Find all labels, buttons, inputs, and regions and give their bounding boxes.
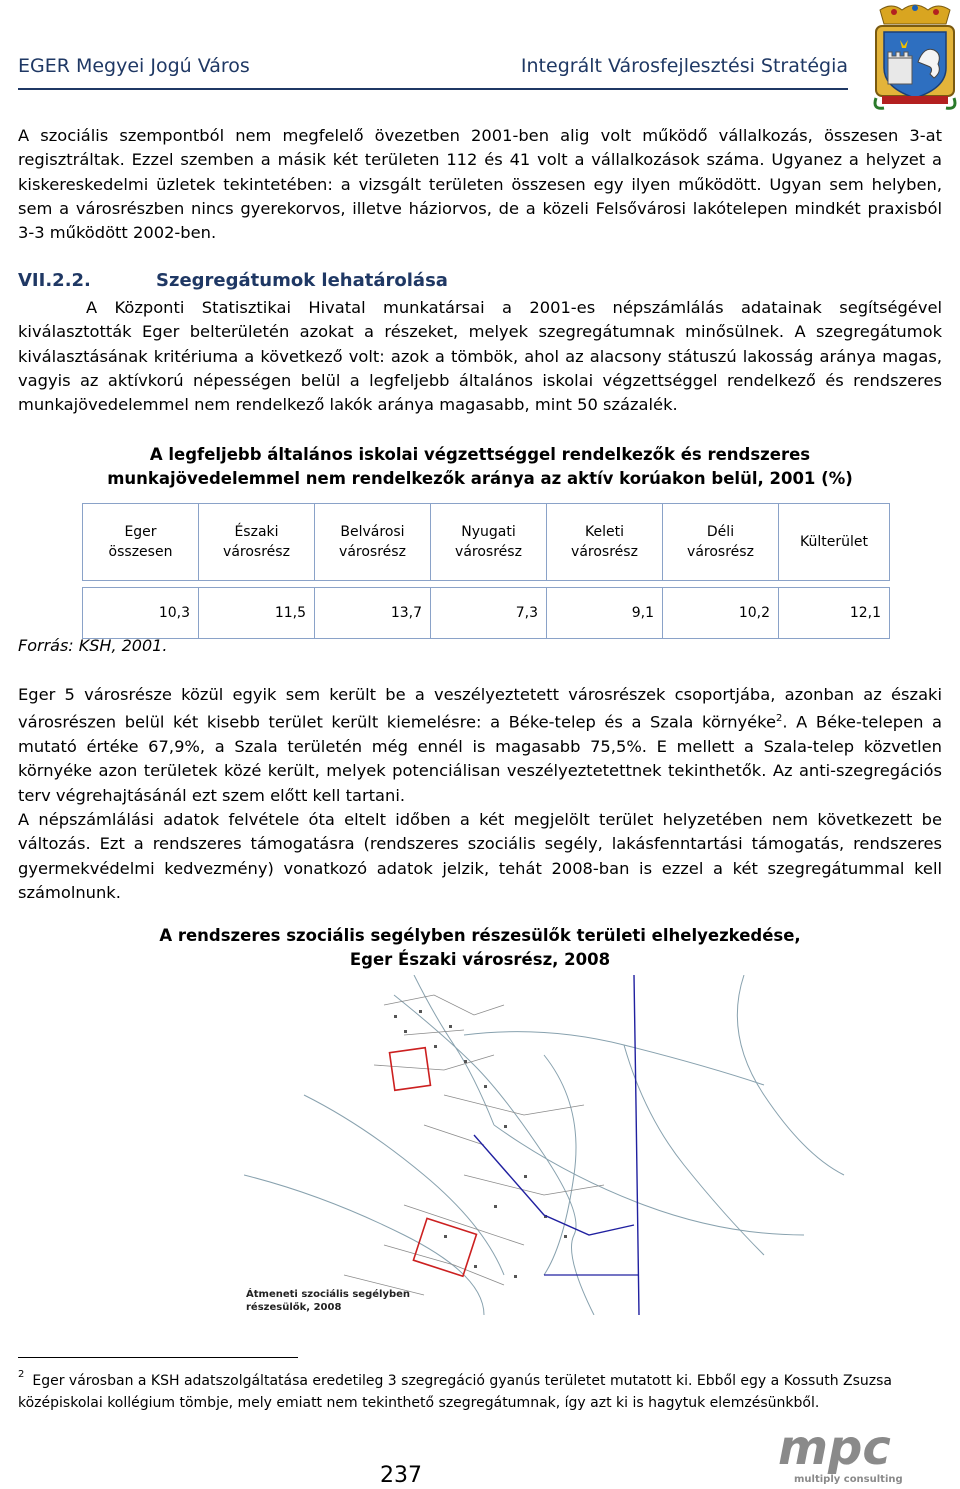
mpc-logo	[770, 1418, 920, 1488]
paragraph-text: A Központi Statisztikai Hivatal munkatársai a 2001-es népszámlálás adatainak segítségével kiválasztották Eger belterületén azokat a részeket, melyek szegregátumnak minősülnek. A szegregátumok kiválasztásának kritériuma a következő volt: azok a tömbök, ahol az alacsony státuszú lakosság aránya magas, vagyis az aktívkorú népességen belül a legfeljebb általános iskolai végzettséggel rendelkező és rendszeres munkajövedelemmel nem rendelkező lakók aránya magasabb, mint 50 százalék.	[18, 298, 942, 415]
paragraph-districts	[18, 683, 942, 905]
table-cell: 10,3	[83, 588, 199, 639]
table-cell: 13,7	[315, 588, 431, 639]
table-header-row	[83, 504, 890, 581]
table-title-line: munkajövedelemmel nem rendelkezők aránya az aktív korúakon belül, 2001 (%)	[107, 469, 853, 488]
footnote-ref: 2	[776, 713, 783, 725]
section-number: VII.2.2.	[18, 270, 91, 291]
header-city: EGER Megyei Jogú Város	[18, 55, 250, 77]
paragraph-businesses	[18, 124, 942, 245]
header-doc-title: Integrált Városfejlesztési Stratégia	[520, 55, 848, 77]
table-header-cell: Keleti városrész	[547, 504, 663, 581]
welfare-map	[244, 975, 944, 1315]
table-header-cell: Északi városrész	[199, 504, 315, 581]
table-header-cell: Belvárosi városrész	[315, 504, 431, 581]
map-title-line: Eger Északi városrész, 2008	[349, 950, 611, 969]
table-cell: 9,1	[547, 588, 663, 639]
map-legend-line: Átmeneti szociális segélyben	[246, 1289, 411, 1300]
paragraph-segregation-criteria	[18, 296, 942, 417]
page-number: 237	[380, 1463, 422, 1488]
svg-text:multiply consulting: multiply consulting	[794, 1474, 903, 1485]
district-ratio-table	[82, 503, 890, 639]
table-header-cell: Eger összesen	[83, 504, 199, 581]
table-row	[83, 588, 890, 639]
coat-of-arms-logo	[872, 2, 958, 114]
paragraph-text: A szociális szempontból nem megfelelő övezetben 2001-ben alig volt működő vállalkozás, összesen 3-at regisztráltak. Ezzel szemben a másik két területen 112 és 41 volt a vállalkozások száma. Ugyanez a helyzet a kiskereskedelmi üzletek tekintetében: a vizsgált területen összesen egy ilyen működött. Ugyan sem helyben, sem a városrészben nincs gyerekorvos, illetve háziorvos, de a közeli Felsővárosi lakótelepen mindkét praxisból 3-3 működött 2002-ben.	[18, 126, 942, 243]
header-rule	[18, 88, 848, 90]
map-title	[18, 924, 942, 972]
footnote	[18, 1370, 942, 1414]
table-cell: 12,1	[779, 588, 890, 639]
footnote-text: Eger városban a KSH adatszolgáltatása eredetileg 3 szegregáció gyanús területet mutatott ki. Ebből egy a Kossuth Zsuzsa középiskolai kollégium tömbje, mely emiatt nem tekinthető szegregátumnak, így azt ki is hagytuk elemzésünkből.	[18, 1373, 893, 1411]
section-title: Szegregátumok lehatárolása	[156, 270, 448, 291]
table-source: Forrás: KSH, 2001.	[18, 636, 168, 655]
svg-text:mpc: mpc	[778, 1420, 891, 1476]
table-header-cell: Nyugati városrész	[431, 504, 547, 581]
footnote-marker: 2	[18, 1369, 25, 1380]
table-cell: 7,3	[431, 588, 547, 639]
paragraph-text: A népszámlálási adatok felvétele óta eltelt időben a két megjelölt terület helyzetében nem következett be változás. Ezt a rendszeres támogatásra (rendszeres szociális segély, lakásfenntartási támogatás, rendszeres gyermekvédelmi kedvezmény) vonatkozó adatok jelzik, tehát 2008-ban is ezzel a két szegregátummal kell számolnunk.	[18, 809, 942, 902]
table-cell: 11,5	[199, 588, 315, 639]
section-heading	[18, 270, 448, 291]
footnote-rule	[18, 1357, 298, 1358]
paragraph-text: Eger 5 városrésze közül egyik sem került be a veszélyeztetett városrészek csoportjába, azonban az északi városrészen belül két kisebb terület került kiemelésre: a Béke-telep és a Szala környéke$^2$. A Béke-telepen a mutató értéke 67,9%, a Szala területén még ennél is magasabb 75,5%. E mellett a Szala-telep közvetlen környéke azon területek közé került, melyek potenciálisan veszélyeztetettnek tekinthetők. Az anti-szegregációs terv végrehajtásánál ezt szem előtt kell tartani.	[18, 685, 942, 805]
map-legend-line: részesülők, 2008	[246, 1302, 342, 1313]
table-cell: 10,2	[663, 588, 779, 639]
table-header-cell: Külterület	[779, 504, 890, 581]
table-title-line: A legfeljebb általános iskolai végzettséggel rendelkezők és rendszeres	[149, 445, 811, 464]
page-header	[18, 55, 848, 87]
table-header-cell: Déli városrész	[663, 504, 779, 581]
table-title	[18, 443, 942, 491]
map-title-line: A rendszeres szociális segélyben részesülők területi elhelyezkedése,	[159, 926, 801, 945]
